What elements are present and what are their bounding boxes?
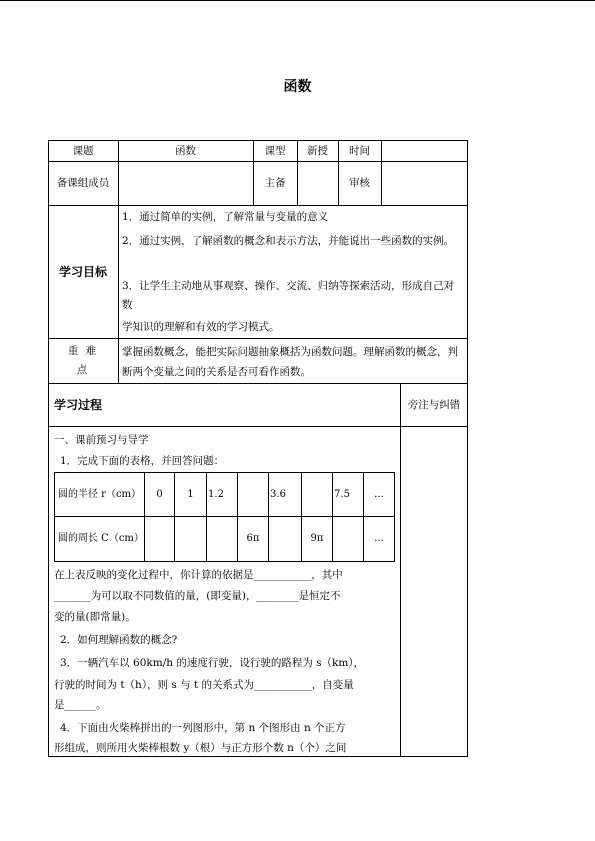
lesson-type-label: 课型 xyxy=(264,144,286,157)
goal-3: 3．让学生主动地从事观察、操作、交流、归纳等探索活动，形成自己对数 xyxy=(122,280,455,311)
radius-cell xyxy=(238,473,268,516)
radius-cell: 1 xyxy=(187,488,194,500)
radius-cell xyxy=(302,473,332,516)
key-points-text: 掌握函数概念，能把实际问题抽象概括为函数问题。理解函数的概念，判断两个变量之间的关系是否可看作函数。 xyxy=(122,346,458,378)
course-topic-value: 函数 xyxy=(175,144,196,157)
time-label: 时间 xyxy=(349,144,370,157)
question-4-line-1: 4．下面由火柴棒拼出的一列图形中，第 n 个图形由 n 个正方 xyxy=(60,722,346,734)
goal-1: 1．通过简单的实例，了解常量与变量的意义 xyxy=(122,211,329,223)
circumference-cell: 6π xyxy=(246,533,260,544)
radius-cell: 7.5 xyxy=(334,488,350,500)
lesson-type-value: 新授 xyxy=(307,144,328,157)
goal-4: 学知识的理解和有效的学习模式。 xyxy=(122,321,280,333)
question-2: 2．如何理解函数的概念? xyxy=(60,634,178,646)
page-title: 函数 xyxy=(283,79,312,95)
top-rule xyxy=(0,0,595,1)
section-preview: 一、课前预习与导学 xyxy=(54,434,149,446)
radius-cell: 0 xyxy=(156,488,163,500)
key-points-label: 重 难 点 xyxy=(67,344,99,376)
review-label: 审核 xyxy=(349,177,370,189)
course-topic-label: 课题 xyxy=(72,144,94,157)
radius-cell: … xyxy=(374,488,384,500)
prep-group-label: 备课组成员 xyxy=(56,177,110,189)
circumference-cell xyxy=(333,517,363,561)
question-4-line-2: 形组成，则所用火柴棒根数 y（根）与正方形个数 n（个）之间 xyxy=(54,742,347,754)
circle-table xyxy=(54,472,395,562)
lead-preparer-label: 主备 xyxy=(264,177,286,189)
process-label: 学习过程 xyxy=(54,397,103,412)
circumference-cell xyxy=(145,517,174,561)
question-3-line-1: 3．一辆汽车以 60km/h 的速度行驶，设行驶的路程为 s（km）， xyxy=(60,657,365,669)
after-table-line-3: 变的量(即常量)。 xyxy=(54,611,136,623)
goals-label: 学习目标 xyxy=(58,264,107,279)
radius-cell: 3.6 xyxy=(270,488,286,500)
circumference-cell: … xyxy=(374,533,384,544)
circumference-cell: 9π xyxy=(310,533,324,544)
after-table-line-2: _______为可以取不同数值的量，(即变量)，________是恒定不 xyxy=(54,590,341,602)
question-1: 1．完成下面的表格，并回答问题： xyxy=(60,455,225,467)
radius-label: 圆的半径 r（cm） xyxy=(58,488,142,500)
side-notes-label: 旁注与纠错 xyxy=(407,398,461,411)
circumference-cell xyxy=(269,517,301,561)
radius-cell: 1.2 xyxy=(208,488,224,500)
goal-2: 2．通过实例，了解函数的概念和表示方法，并能说出一些函数的实例。 xyxy=(122,235,455,247)
question-3-line-2: 行驶的时间为 t（h），则 s 与 t 的关系式为___________，自变量 xyxy=(54,679,354,691)
circumference-cell xyxy=(175,517,206,561)
after-table-line-1: 在上表反映的变化过程中，你计算的依据是___________，其中 xyxy=(54,569,343,581)
circumference-label: 圆的周长 C（cm） xyxy=(58,533,144,544)
circumference-cell xyxy=(207,517,237,561)
question-3-line-3: 是______。 xyxy=(54,699,107,711)
